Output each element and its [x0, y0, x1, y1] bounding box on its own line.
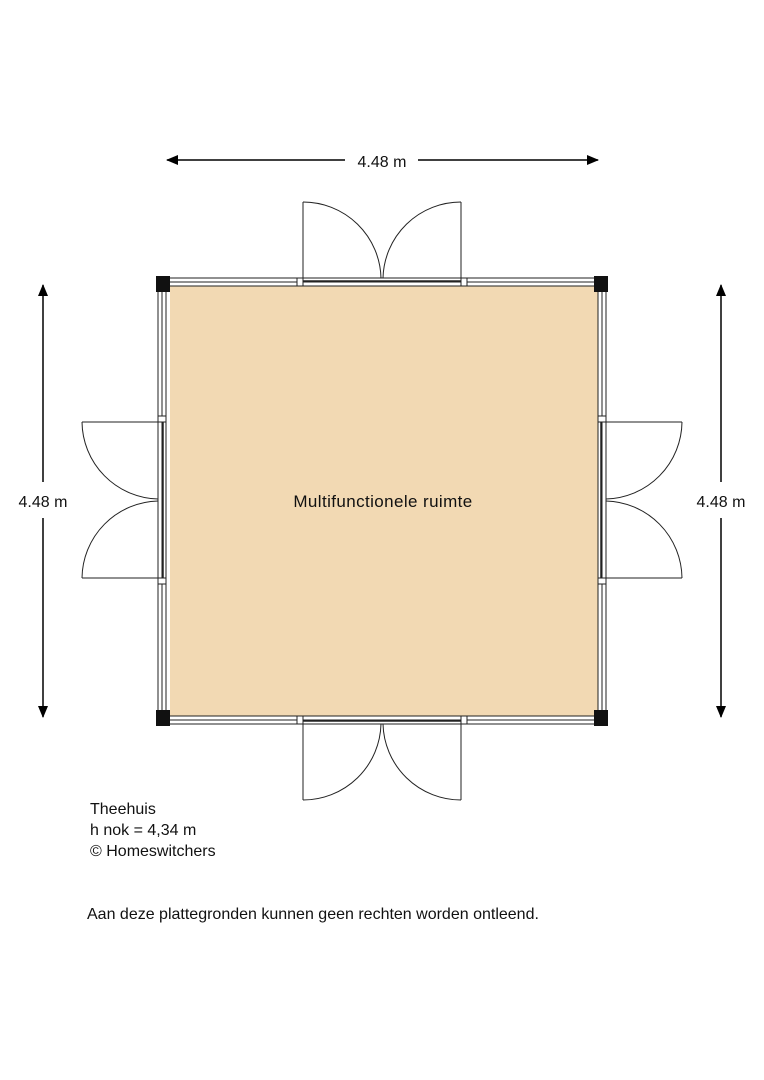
- dimension-right: [697, 285, 746, 717]
- wall-bottom: [160, 716, 604, 724]
- wall-top: [160, 278, 604, 286]
- corner-post-tr: [594, 276, 608, 292]
- plan-caption: [90, 799, 216, 862]
- door-left: [82, 422, 158, 578]
- caption-copyright: © Homeswitchers: [90, 843, 216, 860]
- corner-post-tl: [156, 276, 170, 292]
- dimension-top: [167, 154, 598, 171]
- corner-post-bl: [156, 710, 170, 726]
- dimension-left-label: 4.48 m: [18, 494, 68, 511]
- corner-post-br: [594, 710, 608, 726]
- wall-left: [158, 280, 166, 722]
- dimension-top-label: 4.48 m: [357, 154, 407, 171]
- door-bottom: [303, 724, 461, 800]
- wall-right: [598, 280, 606, 722]
- disclaimer: Aan deze plattegronden kunnen geen rechten worden ontleend.: [87, 906, 539, 923]
- dimension-left: [19, 285, 68, 717]
- caption-title: Theehuis: [90, 801, 156, 818]
- door-top: [303, 202, 461, 278]
- dimension-right-label: 4.48 m: [696, 494, 746, 511]
- room-label: Multifunctionele ruimte: [293, 492, 473, 511]
- door-right: [606, 422, 682, 578]
- caption-ridge-height: h nok = 4,34 m: [90, 822, 197, 839]
